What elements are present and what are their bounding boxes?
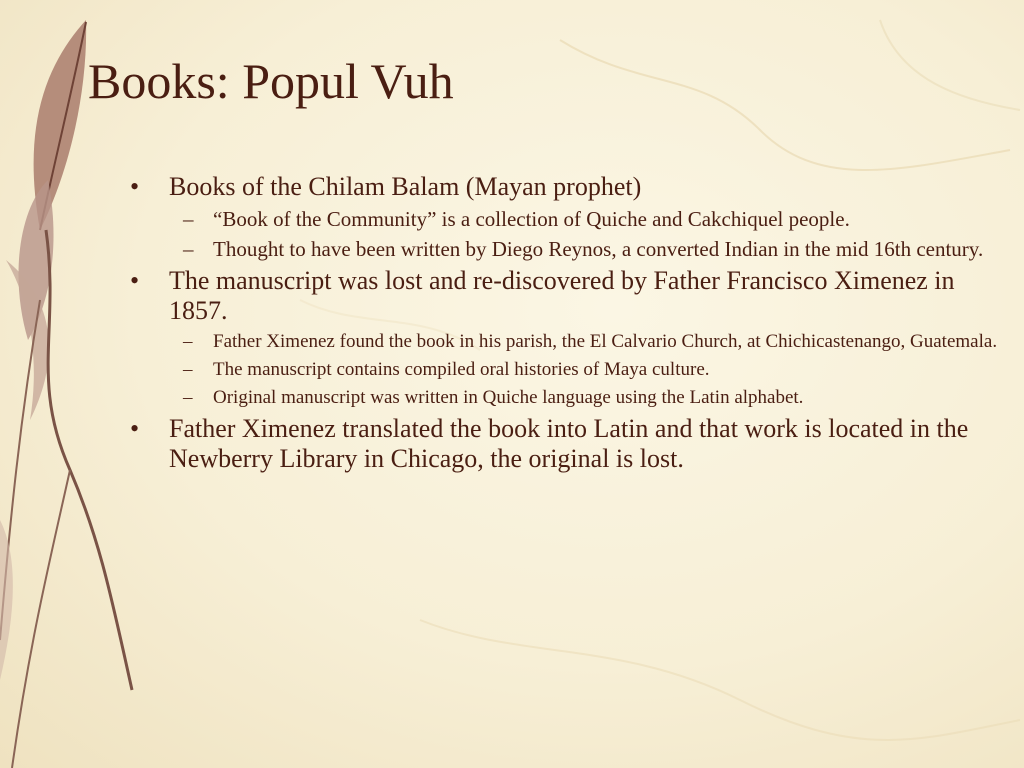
slide-body [130,172,1010,478]
dash-marker: – [183,331,193,352]
sub-bullet-el-calvario [130,330,1010,354]
sub-bullet-diego-reynos [130,236,1010,262]
bullet-latin-translation [130,414,1010,474]
sub-bullet-text: The manuscript contains compiled oral histories of Maya culture. [213,359,710,380]
sub-bullet-text: Father Ximenez found the book in his parish, the El Calvario Church, at Chichicastenango, Guatemala. [213,331,998,352]
bullet-text: Father Ximenez translated the book into Latin and that work is located in the Newberry Library in Chicago, the original is lost. [169,414,969,473]
dash-marker: – [183,359,193,380]
slide-title: Books: Popul Vuh [88,53,454,109]
bullet-text: Books of the Chilam Balam (Mayan prophet) [169,172,642,201]
sub-bullet-oral-histories [130,358,1010,382]
bullet-manuscript-lost [130,266,1010,326]
sub-bullet-text: Thought to have been written by Diego Reynos, a converted Indian in the mid 16th century. [213,237,984,261]
sub-bullet-text: Original manuscript was written in Quiche language using the Latin alphabet. [213,387,804,408]
dash-marker: – [183,207,194,231]
bullet-text: The manuscript was lost and re-discovered by Father Francisco Ximenez in 1857. [169,266,955,325]
dash-marker: – [183,387,193,408]
bullet-marker: • [130,414,140,443]
bullet-marker: • [130,172,140,201]
sub-bullet-text: “Book of the Community” is a collection of Quiche and Cakchiquel people. [213,207,850,231]
sub-bullet-quiche-language [130,386,1010,410]
sub-bullet-book-of-community [130,206,1010,232]
dash-marker: – [183,237,194,261]
bullet-marker: • [130,266,140,295]
bullet-chilam-balam [130,172,1010,202]
